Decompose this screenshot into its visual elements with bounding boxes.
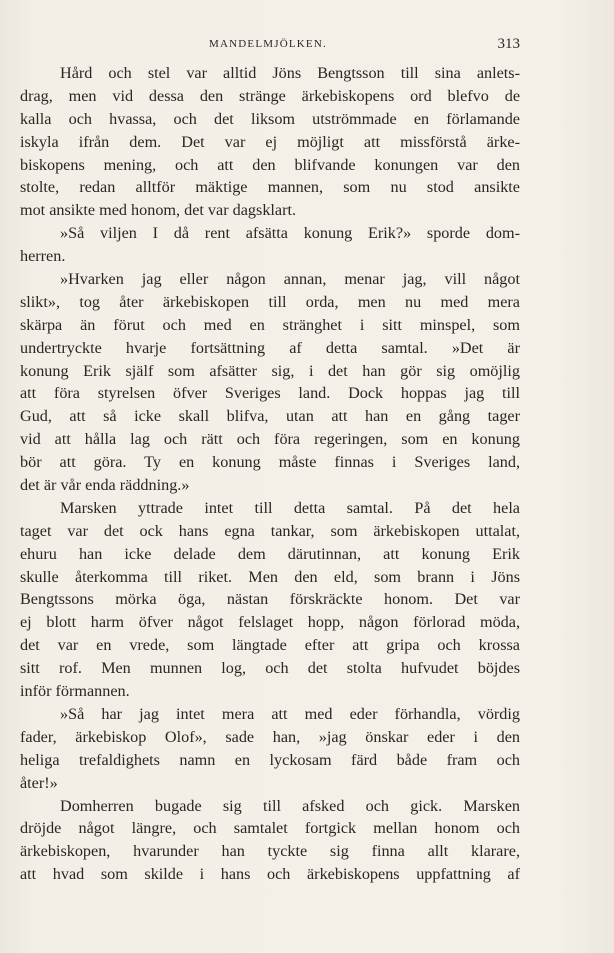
text-line: biskopens mening, och att den blifvande konungen var den — [20, 155, 520, 174]
text-line: att hvad som skilde i hans och ärkebiskopens uppfattning af — [20, 865, 520, 884]
text-line: skärpa än förut och med en stränghet i sitt minspel, som — [20, 315, 520, 334]
text-line: vid att hålla lag och rätt och föra regeringen, som en konung — [20, 430, 520, 449]
text-line: stolte, redan alltför mäktige mannen, som nu stod ansikte — [20, 178, 520, 197]
page-number: 313 — [497, 36, 520, 52]
text-line: ehuru han icke delade dem därutinnan, att konung Erik — [20, 544, 520, 563]
text-line: Gud, att så icke skall blifva, utan att han en gång tager — [20, 407, 520, 426]
text-line: inför förmannen. — [20, 682, 130, 701]
text-line: det är vår enda räddning.» — [20, 476, 190, 495]
text-line: Bengtssons mörka öga, nästan förskräckte honom. Det var — [20, 590, 520, 609]
text-line: undertryckte hvarje fortsättning af detta samtal. »Det är — [20, 338, 520, 357]
text-line: »Så viljen I då rent afsätta konung Erik?» sporde dom- — [60, 224, 520, 243]
text-line: heliga trefaldighets namn en lyckosam färd både fram och — [20, 750, 520, 769]
text-line: »Så har jag intet mera att med eder förhandla, vördig — [60, 704, 520, 723]
text-line: att föra styrelsen öfver Sveriges land. Dock hoppas jag till — [20, 384, 520, 403]
text-line: kalla och hvassa, och det liksom utströmmade en förlamande — [20, 109, 520, 128]
text-line: Marsken yttrade intet till detta samtal. På det hela — [60, 498, 520, 517]
page-header — [20, 36, 520, 54]
text-line: bör att göra. Ty en konung måste finnas i Sveriges land, — [20, 453, 520, 472]
text-line: drag, men vid dessa den stränge ärkebiskopens ord blefvo de — [20, 86, 520, 105]
text-line: skulle återkomma till riket. Men den eld, som brann i Jöns — [20, 567, 520, 586]
text-line: ärkebiskopen, hvarunder han tyckte sig finna allt klarare, — [20, 842, 520, 861]
text-line: åter!» — [20, 773, 58, 792]
text-line: det var en vrede, som längtade efter att gripa och krossa — [20, 636, 520, 655]
text-line: Hård och stel var alltid Jöns Bengtsson till sina anlets- — [60, 64, 520, 82]
text-line: Domherren bugade sig till afsked och gick. Marsken — [60, 796, 520, 815]
text-line: ej blott harm öfver något felslaget hopp, någon förlorad möda, — [20, 613, 520, 632]
text-line: dröjde något längre, och samtalet fortgick mellan honom och — [20, 819, 520, 838]
text-line: herren. — [20, 247, 66, 266]
text-line: taget var det ock hans egna tankar, som ärkebiskopen uttalat, — [20, 521, 520, 540]
text-line: konung Erik själf som afsätter sig, i det han gör sig omöjlig — [20, 361, 520, 380]
running-title: MANDELMJÖLKEN. — [209, 38, 327, 50]
text-line: slikt», tog åter ärkebiskopen till orda, men nu med mera — [20, 292, 520, 311]
text-line: fader, ärkebiskop Olof», sade han, »jag önskar eder i den — [20, 727, 520, 746]
text-line: sitt rof. Men munnen log, och det stolta hufvudet böjdes — [20, 659, 520, 678]
text-line: iskyla ifrån dem. Det var ej möjligt att missförstå ärke- — [20, 132, 520, 151]
text-line: mot ansikte med honom, det var dagsklart. — [20, 201, 297, 220]
body-text — [20, 62, 520, 886]
text-line: »Hvarken jag eller någon annan, menar jag, vill något — [60, 270, 520, 289]
